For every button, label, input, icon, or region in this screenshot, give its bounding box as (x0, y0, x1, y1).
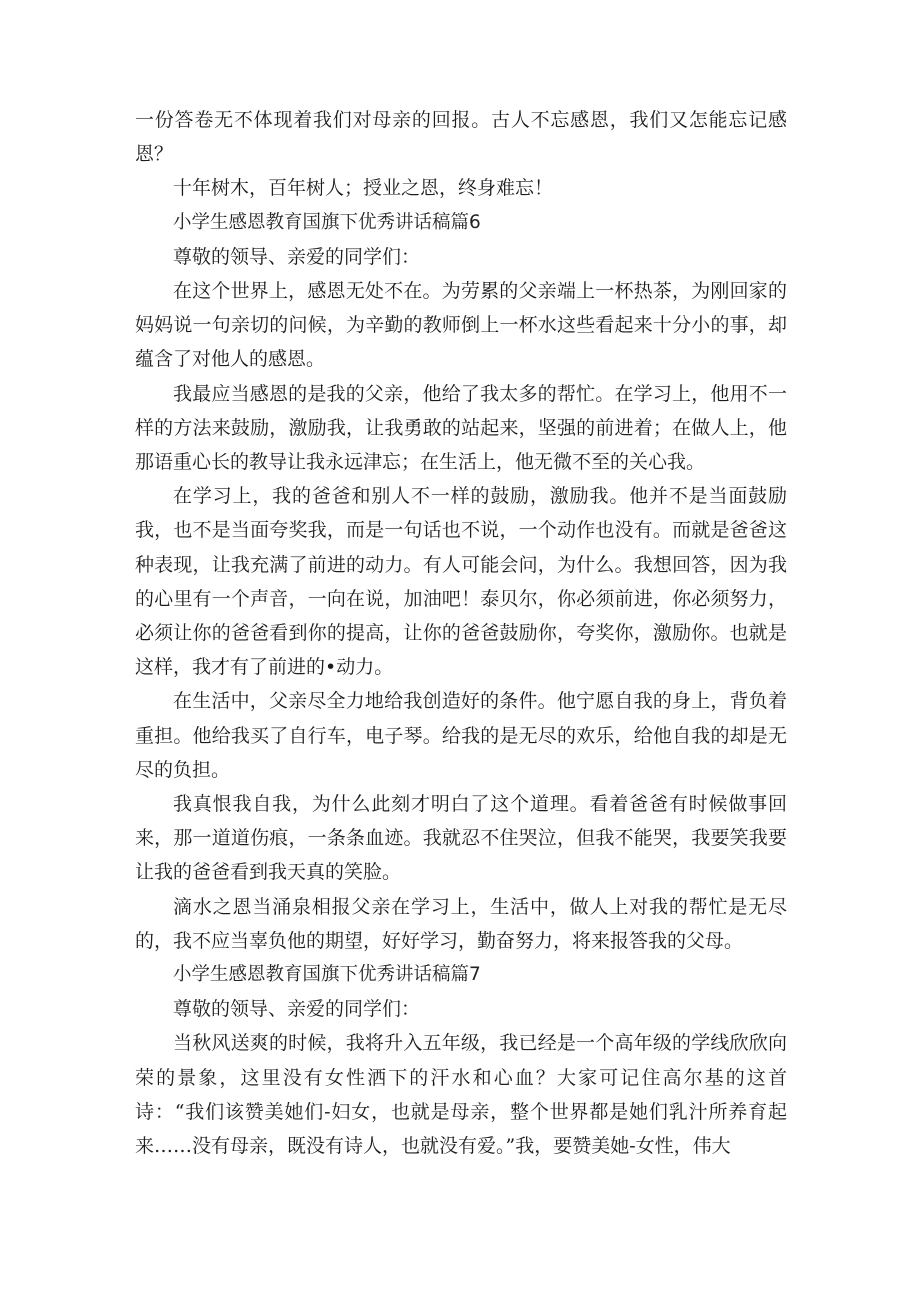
paragraph-6: 在生活中，父亲尽全力地给我创造好的条件。他宁愿自我的身上，背负着重担。他给我买了自行车，电子琴。给我的是无尽的欢乐，给他自我的却是无尽的负担。 (135, 690, 787, 781)
paragraph-4: 我最应当感恩的是我的父亲，他给了我太多的帮忙。在学习上，他用不一样的方法来鼓励，激励我，让我勇敢的站起来，坚强的前进着；在做人上，他那语重心长的教导让我永远津忘；在生活上，他无微不至的关心我。 (135, 382, 787, 474)
document-body (135, 103, 787, 1163)
paragraph-2: 十年树木，百年树人；授业之恩，终身难忘！ (173, 177, 554, 200)
section-heading-7: 小学生感恩教育国旗下优秀讲话稿篇7 (173, 964, 481, 986)
paragraph-3: 在这个世界上，感恩无处不在。为劳累的父亲端上一杯热茶，为刚回家的妈妈说一句亲切的问候，为辛勤的教师倒上一杯水这些看起来十分小的事，却蕴含了对他人的感恩。 (135, 280, 787, 371)
paragraph-7: 我真恨我自我，为什么此刻才明白了这个道理。看着爸爸有时候做事回来，那一道道伤痕，一条条血迹。我就忍不住哭泣，但我不能哭，我要笑我要让我的爸爸看到我天真的笑脸。 (135, 793, 787, 884)
paragraph-8: 滴水之恩当涌泉相报父亲在学习上，生活中，做人上对我的帮忙是无尽的，我不应当辜负他的期望，好好学习，勤奋努力，将来报答我的父母。 (135, 895, 787, 952)
salutation-6: 尊敬的领导、亲爱的同学们： (173, 245, 421, 268)
paragraph-1: 一份答卷无不体现着我们对母亲的回报。古人不忘感恩，我们又怎能忘记感恩？ (135, 109, 787, 166)
paragraph-5: 在学习上，我的爸爸和别人不一样的鼓励，激励我。他并不是当面鼓励我，也不是当面夸奖我，而是一句话也不说，一个动作也没有。而就是爸爸这种表现，让我充满了前进的动力。有人可能会问，为什么。我想回答，因为我的心里有一个声音，一向在说，加油吧！泰贝尔，你必须前进，你必须努力，必须让你的爸爸看到你的提高，让你的爸爸鼓励你，夸奖你，激励你。也就是这样，我才有了前进的•动力。 (135, 485, 787, 679)
section-heading-6: 小学生感恩教育国旗下优秀讲话稿篇6 (173, 211, 481, 233)
paragraph-9: 当秋风送爽的时候，我将升入五年级，我已经是一个高年级的学线欣欣向荣的景象，这里没有女性洒下的汗水和心血？大家可记住高尔基的这首诗：“我们该赞美她们-妇女，也就是母亲，整个世界都是她们乳汁所养育起来……没有母亲，既没有诗人，也就没有爱。”我，要赞美她-女性，伟大 (135, 1032, 787, 1158)
salutation-7: 尊敬的领导、亲爱的同学们： (173, 998, 421, 1021)
